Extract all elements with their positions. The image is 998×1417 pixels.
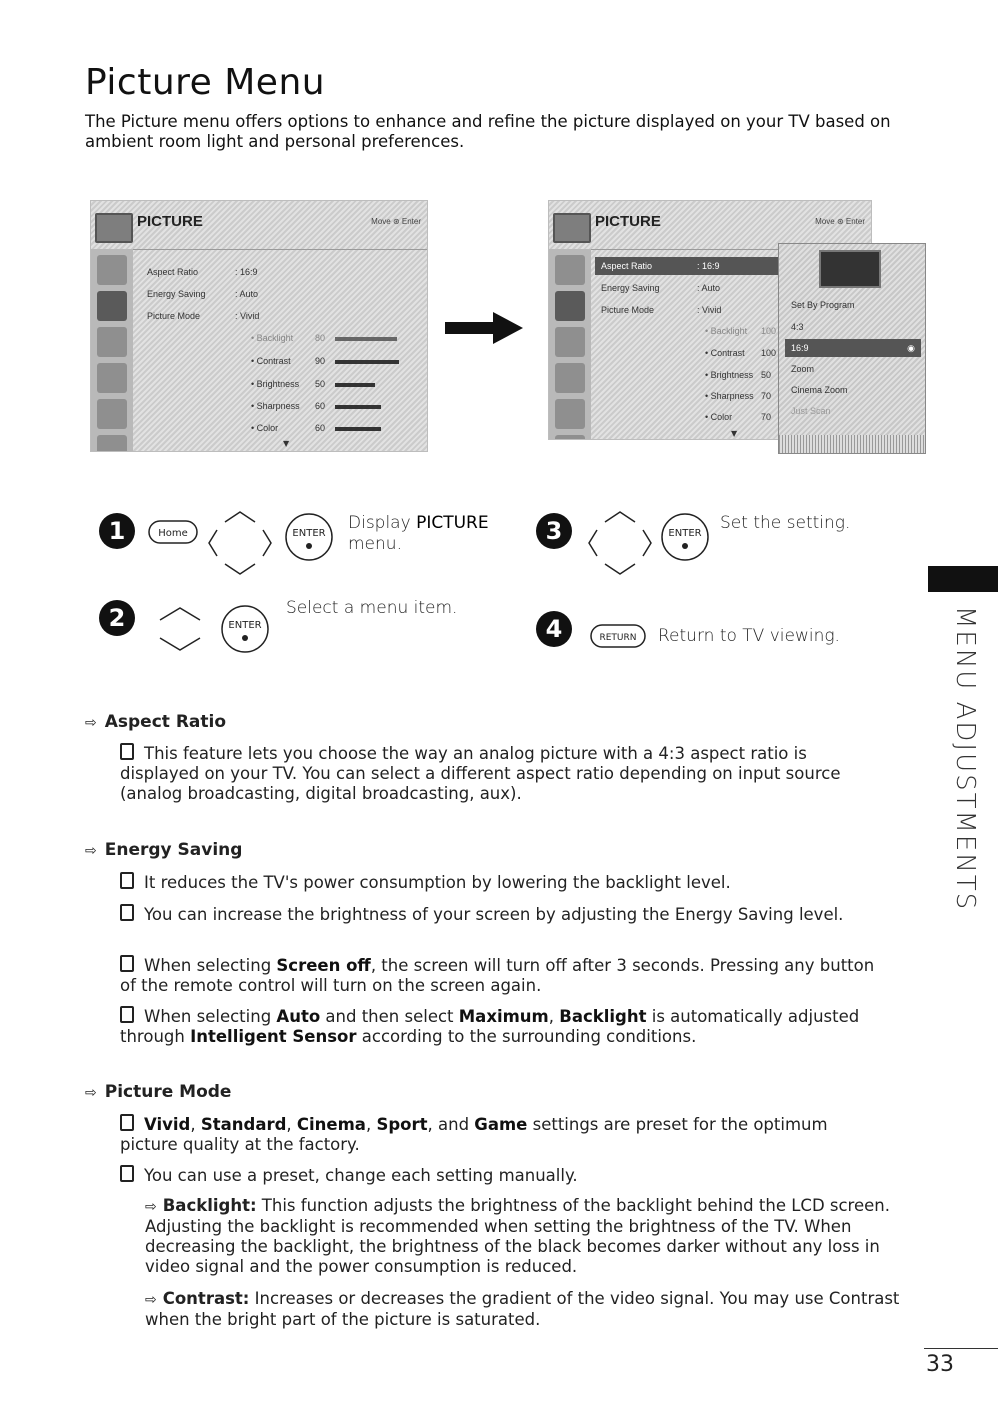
tv-sidebar [91, 249, 133, 451]
popup-option: Just Scan [791, 406, 831, 416]
popup-option: 4:3 [791, 322, 804, 332]
intro-text: The Picture menu offers options to enhance and refine the picture displayed on your TV based on ambient room light and personal preferences. [85, 112, 891, 151]
bullet-item: When selecting Screen off, the screen will turn off after 3 seconds. Pressing any button of the remote control will turn on the screen again. [120, 956, 875, 995]
popup-footer [779, 435, 925, 453]
popup-option-selected: 16:9 ◉ [785, 339, 921, 357]
arrow-bullet-icon: ⇨ [85, 1085, 97, 1101]
tv-nav-hint: Move ⊛ Enter [815, 217, 865, 226]
tv-nav-hint: Move ⊛ Enter [371, 217, 421, 226]
tv-title: PICTURE [595, 213, 661, 230]
section-heading [85, 1082, 231, 1102]
side-section-label: MENU ADJUSTMENTS [950, 606, 980, 912]
level-bar [335, 427, 381, 431]
up-down-arrows-icon [146, 598, 214, 658]
arrow-bullet-icon: ⇨ [145, 1292, 157, 1308]
submenu-row: • Contrast 100 [705, 348, 777, 358]
level-bar [335, 405, 381, 409]
tv-icon [95, 213, 133, 243]
home-button-label: Home [158, 528, 188, 539]
scroll-down-icon: ▼ [283, 439, 290, 448]
tv-header [91, 201, 427, 250]
menu-row-selected: Aspect Ratio : 16:9 [595, 257, 791, 275]
bullet-item: Vivid, Standard, Cinema, Sport, and Game settings are preset for the optimum picture quality at the factory. [120, 1115, 828, 1154]
menu-row: Picture Mode : Vivid [601, 305, 722, 315]
submenu-row: • Brightness 50 [251, 379, 326, 389]
preview-thumbnail [819, 250, 881, 288]
option-menu-icon [97, 399, 127, 429]
tv-sidebar [549, 249, 591, 439]
section-heading [85, 840, 242, 860]
audio-menu-icon [97, 327, 127, 357]
step-1-text: Display PICTURE menu. [348, 513, 489, 554]
lock-menu-icon [555, 435, 585, 440]
option-menu-icon [555, 399, 585, 429]
popup-option: Cinema Zoom [791, 385, 848, 395]
step-number: 2 [99, 600, 135, 636]
sub-item: ⇨ Contrast: Increases or decreases the gradient of the video signal. You may use Contrast when the bright part of the picture is saturated. [145, 1289, 900, 1329]
menu-row: Energy Saving : Auto [147, 289, 259, 299]
box-bullet-icon [120, 872, 134, 889]
box-bullet-icon [120, 904, 134, 921]
page-number-rule [924, 1348, 998, 1349]
tv-menu-icon [97, 255, 127, 285]
popup-option: Set By Program [791, 300, 855, 310]
submenu-row: • Sharpness 60 [251, 401, 326, 411]
level-bar [335, 383, 375, 387]
arrow-bullet-icon: ⇨ [85, 843, 97, 859]
menu-row: Energy Saving : Auto [601, 283, 721, 293]
nav-pad-icon [205, 508, 275, 578]
menu-row: Aspect Ratio : 16:9 [147, 267, 258, 277]
bullet-item: This feature lets you choose the way an analog picture with a 4:3 aspect ratio is displayed on your TV. You can select a different aspect ratio depending on input source (analog broadcasting, digital broadcasting, aux). [120, 744, 841, 803]
section-heading-text: Energy Saving [104, 840, 243, 860]
submenu-row: • Sharpness 70 [705, 391, 772, 401]
bullet-item: It reduces the TV's power consumption by lowering the backlight level. [120, 872, 890, 893]
popup-option: Zoom [791, 364, 815, 374]
page-number: 33 [926, 1352, 954, 1377]
bullet-item: You can increase the brightness of your screen by adjusting the Energy Saving level. [120, 904, 890, 925]
section-heading-text: Aspect Ratio [104, 712, 227, 732]
step-number: 4 [536, 611, 572, 647]
submenu-row: • Backlight 80 [251, 333, 326, 343]
enter-button-label: ENTER [228, 620, 262, 631]
time-menu-icon [97, 363, 127, 393]
picture-menu-icon [555, 291, 585, 321]
page-title: Picture Menu [85, 62, 326, 103]
box-bullet-icon [120, 743, 134, 760]
enter-button-icon [660, 512, 710, 562]
tv-title: PICTURE [137, 213, 203, 230]
section-tab-marker [928, 566, 998, 592]
level-bar [335, 360, 399, 364]
step-3-text: Set the setting. [720, 513, 851, 533]
bullet-item: You can use a preset, change each setting manually. [120, 1165, 890, 1186]
scroll-down-icon: ▼ [731, 429, 738, 438]
sub-item: ⇨ Backlight: This function adjusts the brightness of the backlight behind the LCD screen. Adjusting the backlight is recommended when setting the brightness of the TV. When decreasing the backlight, the brightness of the black becomes darker without any loss in video signal and the power consumption is reduced. [145, 1196, 890, 1276]
box-bullet-icon [120, 1165, 134, 1182]
arrow-bullet-icon: ⇨ [145, 1199, 157, 1215]
tv-menu-icon [555, 255, 585, 285]
audio-menu-icon [555, 327, 585, 357]
section-heading-text: Picture Mode [104, 1082, 232, 1102]
enter-button-label: ENTER [292, 528, 326, 539]
arrow-right-icon [445, 308, 525, 348]
submenu-row: • Color 70 [705, 412, 772, 422]
bullet-item: When selecting Auto and then select Maximum, Backlight is automatically adjusted through Intelligent Sensor according to the surrounding conditions. [120, 1007, 860, 1046]
menu-row: Picture Mode : Vivid [147, 311, 260, 321]
box-bullet-icon [120, 955, 134, 972]
nav-pad-icon [585, 508, 655, 578]
level-bar [335, 337, 397, 341]
enter-button-icon [220, 604, 270, 654]
tv-screenshot-before [90, 200, 428, 452]
submenu-row: • Contrast 90 [251, 356, 326, 366]
box-bullet-icon [120, 1114, 134, 1131]
return-button-label: RETURN [599, 633, 637, 643]
time-menu-icon [555, 363, 585, 393]
lock-menu-icon [97, 435, 127, 452]
arrow-bullet-icon: ⇨ [85, 715, 97, 731]
tv-icon [553, 213, 591, 243]
home-button-icon [148, 520, 198, 544]
check-icon: ◉ [907, 343, 915, 353]
step-2-text: Select a menu item. [286, 598, 458, 618]
step-number: 1 [99, 513, 135, 549]
submenu-row: • Brightness 50 [705, 370, 772, 380]
enter-button-label: ENTER [668, 528, 702, 539]
submenu-row: • Backlight 100 [705, 326, 777, 336]
section-heading [85, 712, 226, 732]
enter-button-icon [284, 512, 334, 562]
submenu-row: • Color 60 [251, 423, 326, 433]
aspect-ratio-popup [778, 243, 926, 454]
box-bullet-icon [120, 1006, 134, 1023]
step-4-text: Return to TV viewing. [658, 626, 840, 646]
return-button-icon [590, 624, 646, 648]
picture-menu-icon [97, 291, 127, 321]
step-number: 3 [536, 513, 572, 549]
